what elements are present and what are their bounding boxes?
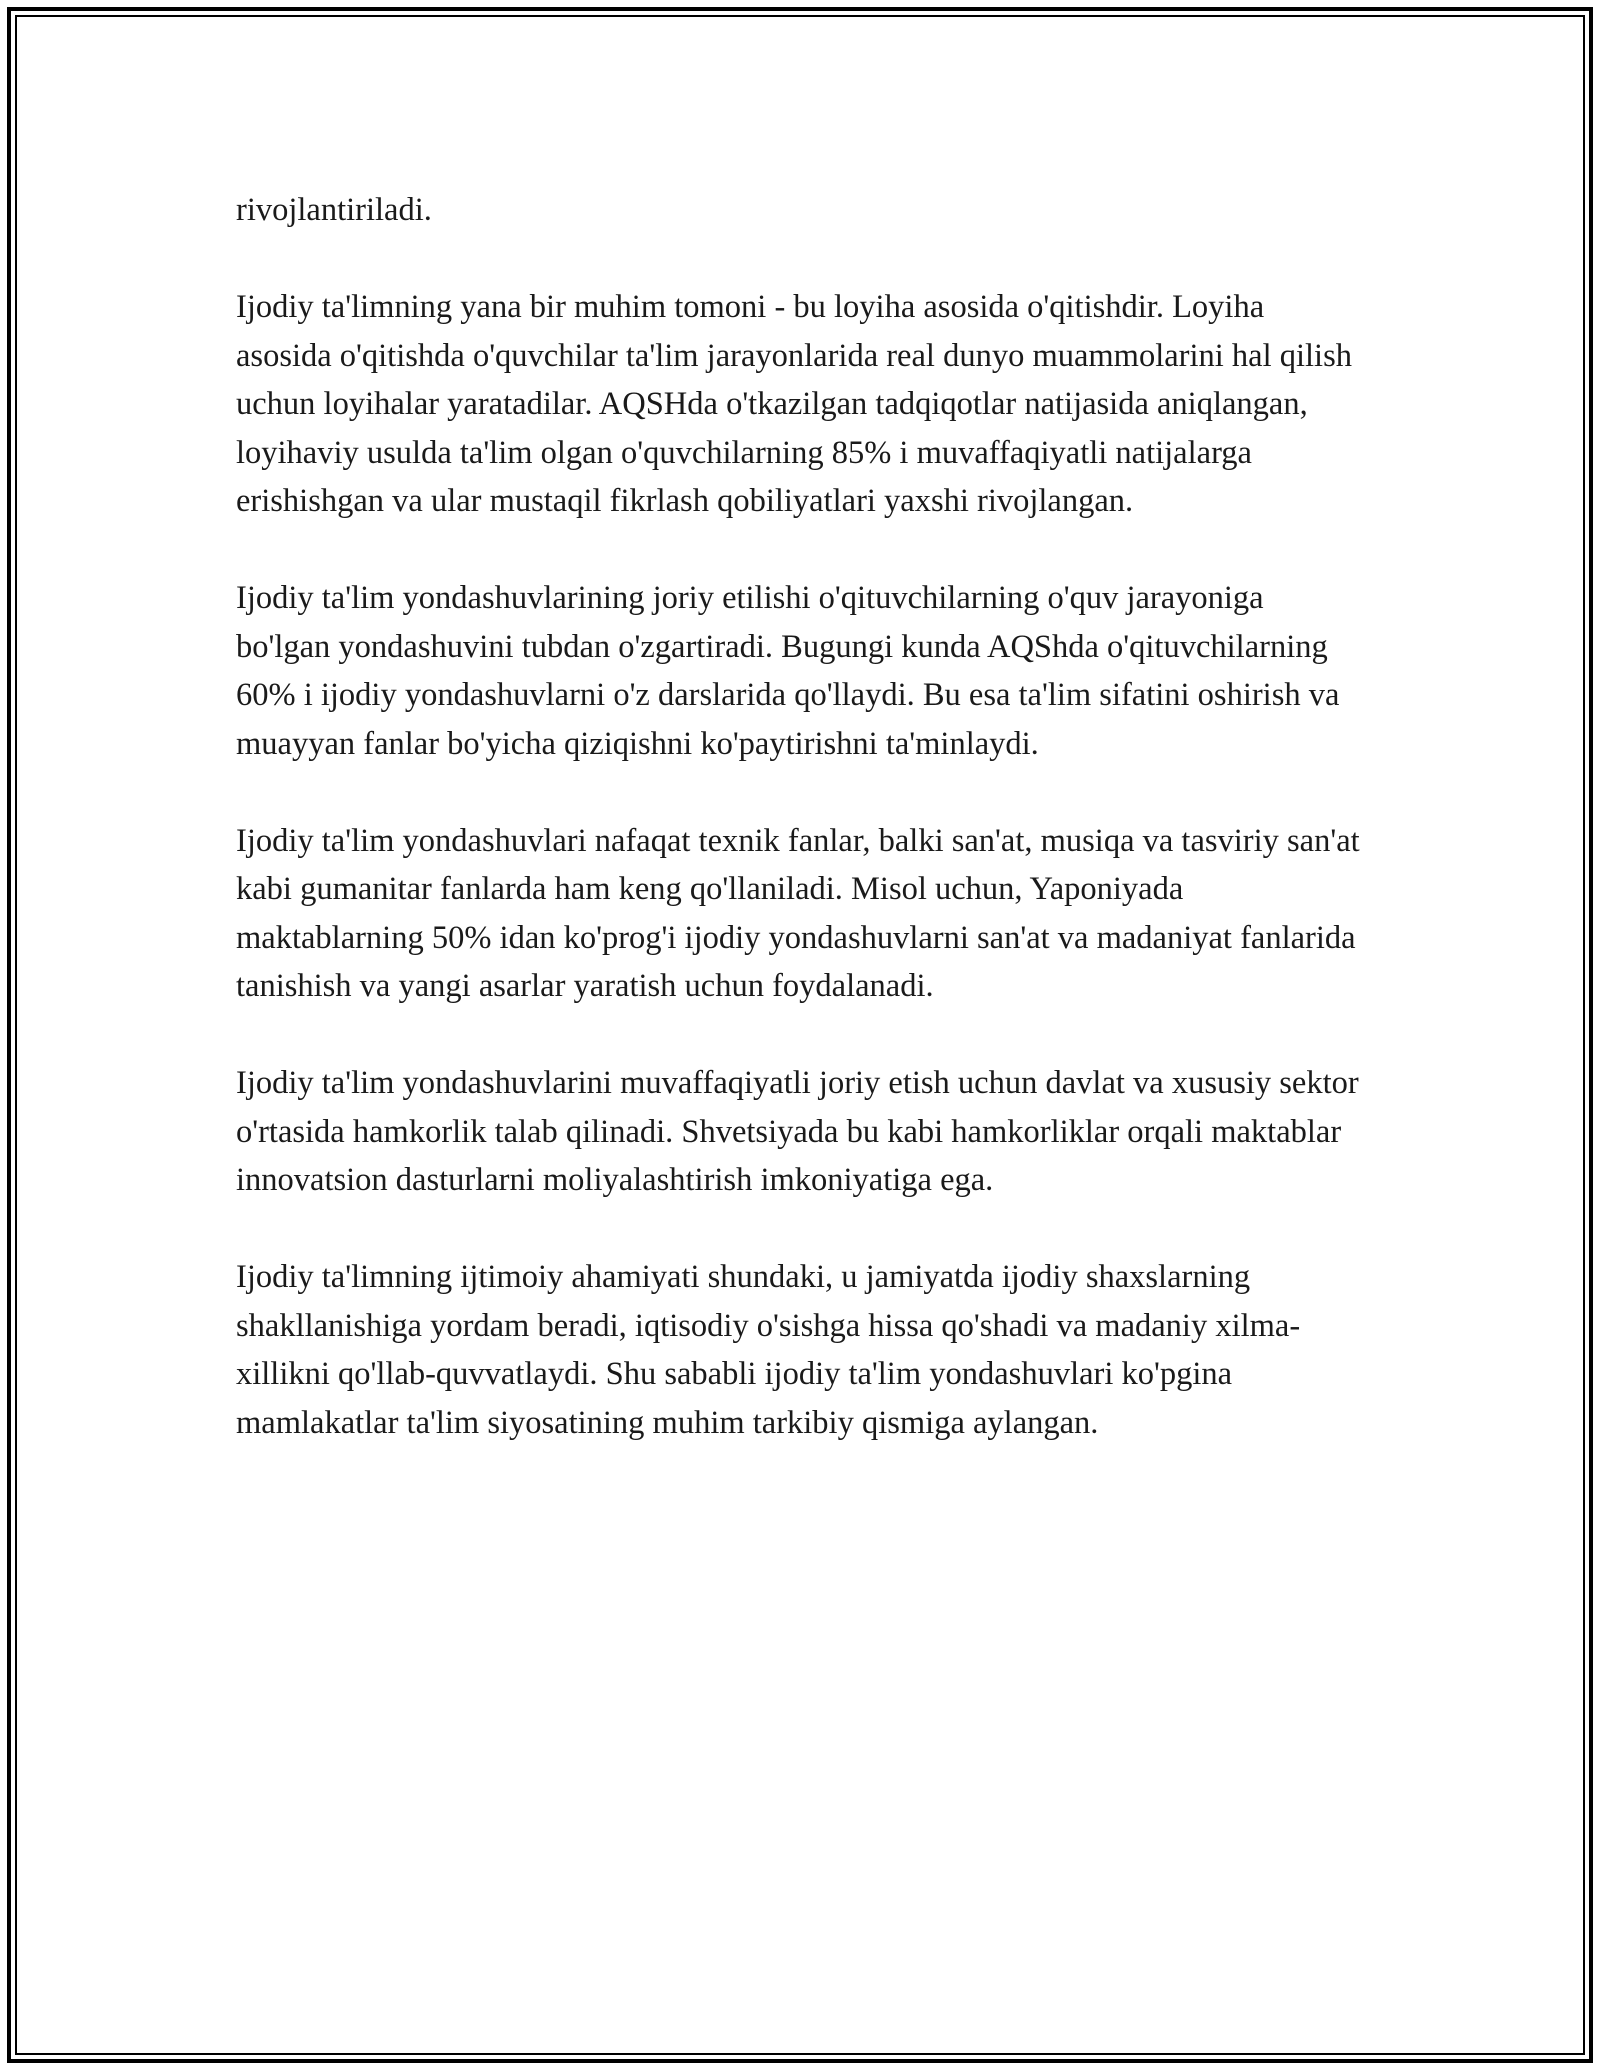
document-body — [236, 186, 1366, 1447]
paragraph-teacher-approach: Ijodiy ta'lim yondashuvlarining joriy etilishi o'qituvchilarning o'quv jarayoniga bo'lgan yondashuvini tubdan o'zgartiradi. Bugungi kunda AQShda o'qituvchilarning 60% i ijodiy yondashuvlarni o'z darslarida qo'llaydi. Bu esa ta'lim sifatini oshirish va muayyan fanlar bo'yicha qiziqishni ko'paytirishni ta'minlaydi. — [236, 580, 1340, 762]
paragraph-project-based-learning: Ijodiy ta'limning yana bir muhim tomoni - bu loyiha asosida o'qitishdir. Loyiha asosida o'qitishda o'quvchilar ta'lim jarayonlarida real dunyo muammolarini hal qilish uchun loyihalar yaratadilar. AQSHda o'tkazilgan tadqiqotlar natijasida aniqlangan, loyihaviy usulda ta'lim olgan o'quvchilarning 85% i muvaffaqiyatli natijalarga erishishgan va ular mustaqil fikrlash qobiliyatlari yaxshi rivojlangan. — [236, 289, 1352, 519]
paragraph-partnership: Ijodiy ta'lim yondashuvlarini muvaffaqiyatli joriy etish uchun davlat va xususiy sektor o'rtasida hamkorlik talab qilinadi. Shvetsiyada bu kabi hamkorliklar orqali maktablar innovatsion dasturlarni moliyalashtirish imkoniyatiga ega. — [236, 1065, 1359, 1198]
paragraph-social-significance: Ijodiy ta'limning ijtimoiy ahamiyati shundaki, u jamiyatda ijodiy shaxslarning shakllanishiga yordam beradi, iqtisodiy o'sishga hissa qo'shadi va madaniy xilma-xillikni qo'llab-quvvatlaydi. Shu sababli ijodiy ta'lim yondashuvlari ko'pgina mamlakatlar ta'lim siyosatining muhim tarkibiy qismiga aylangan. — [236, 1259, 1301, 1441]
paragraph-continuation: rivojlantiriladi. — [236, 192, 432, 228]
paragraph-humanities: Ijodiy ta'lim yondashuvlari nafaqat texnik fanlar, balki san'at, musiqa va tasviriy san'at kabi gumanitar fanlarda ham keng qo'llaniladi. Misol uchun, Yaponiyada maktablarning 50% idan ko'prog'i ijodiy yondashuvlarni san'at va madaniyat fanlarida tanishish va yangi asarlar yaratish uchun foydalanadi. — [236, 822, 1360, 1004]
